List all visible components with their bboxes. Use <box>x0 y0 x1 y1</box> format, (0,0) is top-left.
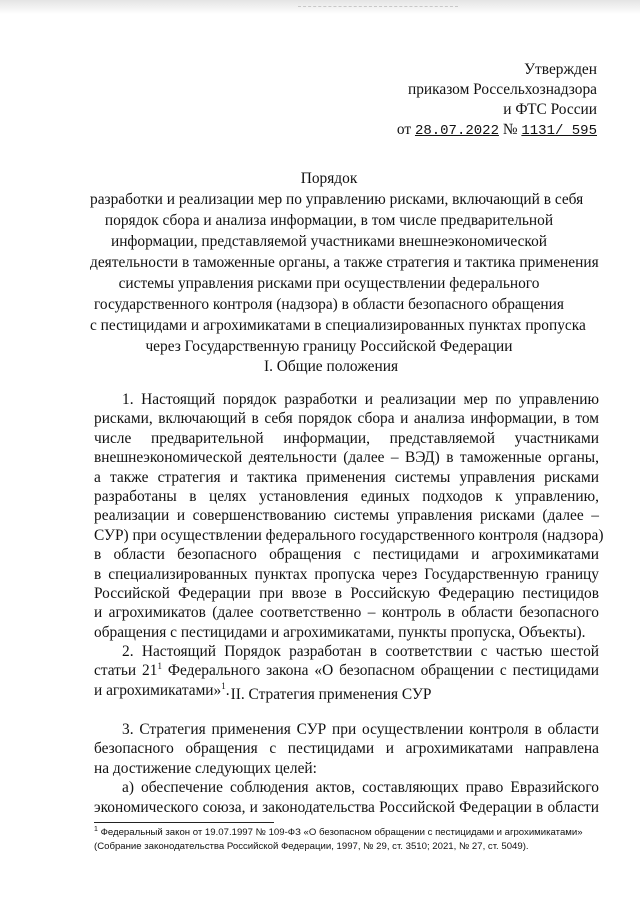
footnote-text: Федеральный закон от 19.07.1997 № 109-ФЗ «О безопасном обращении с пестицидами и агрохимикатами» <box>97 827 583 838</box>
title-line: с пестицидами и агрохимикатами в специализированных пунктах пропуска <box>90 317 586 334</box>
title-line: порядок сбора и анализа информации, в том числе предварительной <box>104 212 554 229</box>
paragraph-line: реализации и совершенствованию системы управления рисками (далее – <box>94 507 599 525</box>
paragraph-line: и агрохимикатов (далее соответственно – контроль в области безопасного <box>94 604 599 622</box>
section-heading: II. Стратегия применения СУР <box>230 686 432 703</box>
text-fragment: и агрохимикатами» <box>94 681 222 699</box>
title-line: государственного контроля (надзора) в области безопасного обращения <box>94 296 564 313</box>
footnote-ref: 1 <box>221 680 226 691</box>
paragraph-line: 1. Настоящий порядок разработки и реализации мер по управлению <box>122 391 599 408</box>
title-line: разработки и реализации мер по управлению рисками, включающий в себя <box>90 191 584 208</box>
footnote-line: (Собрание законодательства Российской Федерации, 1997, № 29, ст. 3510; 2021, № 27, ст. 5049). <box>94 841 529 852</box>
footnote-divider <box>94 822 274 823</box>
paragraph-1 <box>94 390 604 642</box>
title-line: деятельности в таможенные органы, а также стратегия и тактика применения <box>90 254 599 271</box>
text-fragment: Федерального закона «О безопасном обращении с пестицидами <box>161 662 599 680</box>
paragraph-line: а также стратегия и тактика применения системы управления рисками <box>94 468 599 486</box>
approval-number: 1131/ 595 <box>521 123 597 139</box>
footnote-line <box>94 826 599 840</box>
paragraph-line: экономического союза, и законодательства Российской Федерации в области <box>94 798 599 816</box>
paragraph-line: 2. Настоящий Порядок разработан в соответствии с частью шестой <box>122 643 599 660</box>
approval-date: 28.07.2022 <box>414 123 499 139</box>
approval-date-line <box>397 120 597 141</box>
text-fragment: . <box>225 681 230 699</box>
paragraph-line <box>94 661 599 680</box>
text-fragment: статьи 21 <box>94 662 158 680</box>
section-heading: I. Общие положения <box>263 358 399 375</box>
approval-number-sign: № <box>502 121 518 138</box>
document-title <box>90 168 599 357</box>
paragraph-line: рисками, включающий в себя порядок сбора и анализа информации, в том <box>94 410 599 428</box>
paragraph-line: а) обеспечение соблюдения актов, составляющих право Евразийского <box>122 779 599 797</box>
footnote-mark: 1 <box>94 826 98 833</box>
paragraph-line: в специализированных пунктах пропуска через Государственную границу <box>94 565 599 583</box>
paragraph-line: внешнеэкономической деятельности (далее – ВЭД) в таможенные органы, <box>94 449 599 467</box>
approval-prefix: от <box>396 121 412 138</box>
paragraph-line: разработаны в целях установления единых подходов к управлению, <box>94 488 599 506</box>
paragraph-line: в области безопасного обращения с пестицидами и агрохимикатами <box>94 546 599 564</box>
title-line: через Государственную границу Российской Федерации <box>145 338 513 355</box>
paragraph-line: 3. Стратегия применения СУР при осуществлении контроля в области <box>122 721 599 738</box>
scan-artifact <box>298 0 458 7</box>
paragraph-line: на достижение следующих целей: <box>94 759 317 777</box>
paragraph-line: числе предварительной информации, представляемой участниками <box>94 429 599 447</box>
paragraph-3 <box>94 720 599 817</box>
approval-line: и ФТС России <box>503 101 597 118</box>
paragraph-line: СУР) при осуществлении федерального государственного контроля (надзора) <box>94 526 604 544</box>
paragraph-line: Российской Федерации при ввозе в Российскую Федерацию пестицидов <box>94 585 599 603</box>
footnote-ref: 1 <box>157 661 162 672</box>
paragraph-line: безопасного обращения с пестицидами и агрохимикатами направлена <box>94 740 599 758</box>
footnote <box>94 826 599 854</box>
approval-block <box>397 60 597 141</box>
paragraph-line: обращения с пестицидами и агрохимикатами, пункты пропуска, Объекты). <box>94 623 586 641</box>
title-line: системы управления рисками при осуществлении федерального <box>118 275 540 292</box>
approval-line: Утвержден <box>524 61 597 78</box>
title-line: информации, представляемой участниками внешнеэкономической <box>110 233 548 250</box>
title-line: Порядок <box>300 170 358 187</box>
approval-line: приказом Россельхознадзора <box>407 81 597 98</box>
